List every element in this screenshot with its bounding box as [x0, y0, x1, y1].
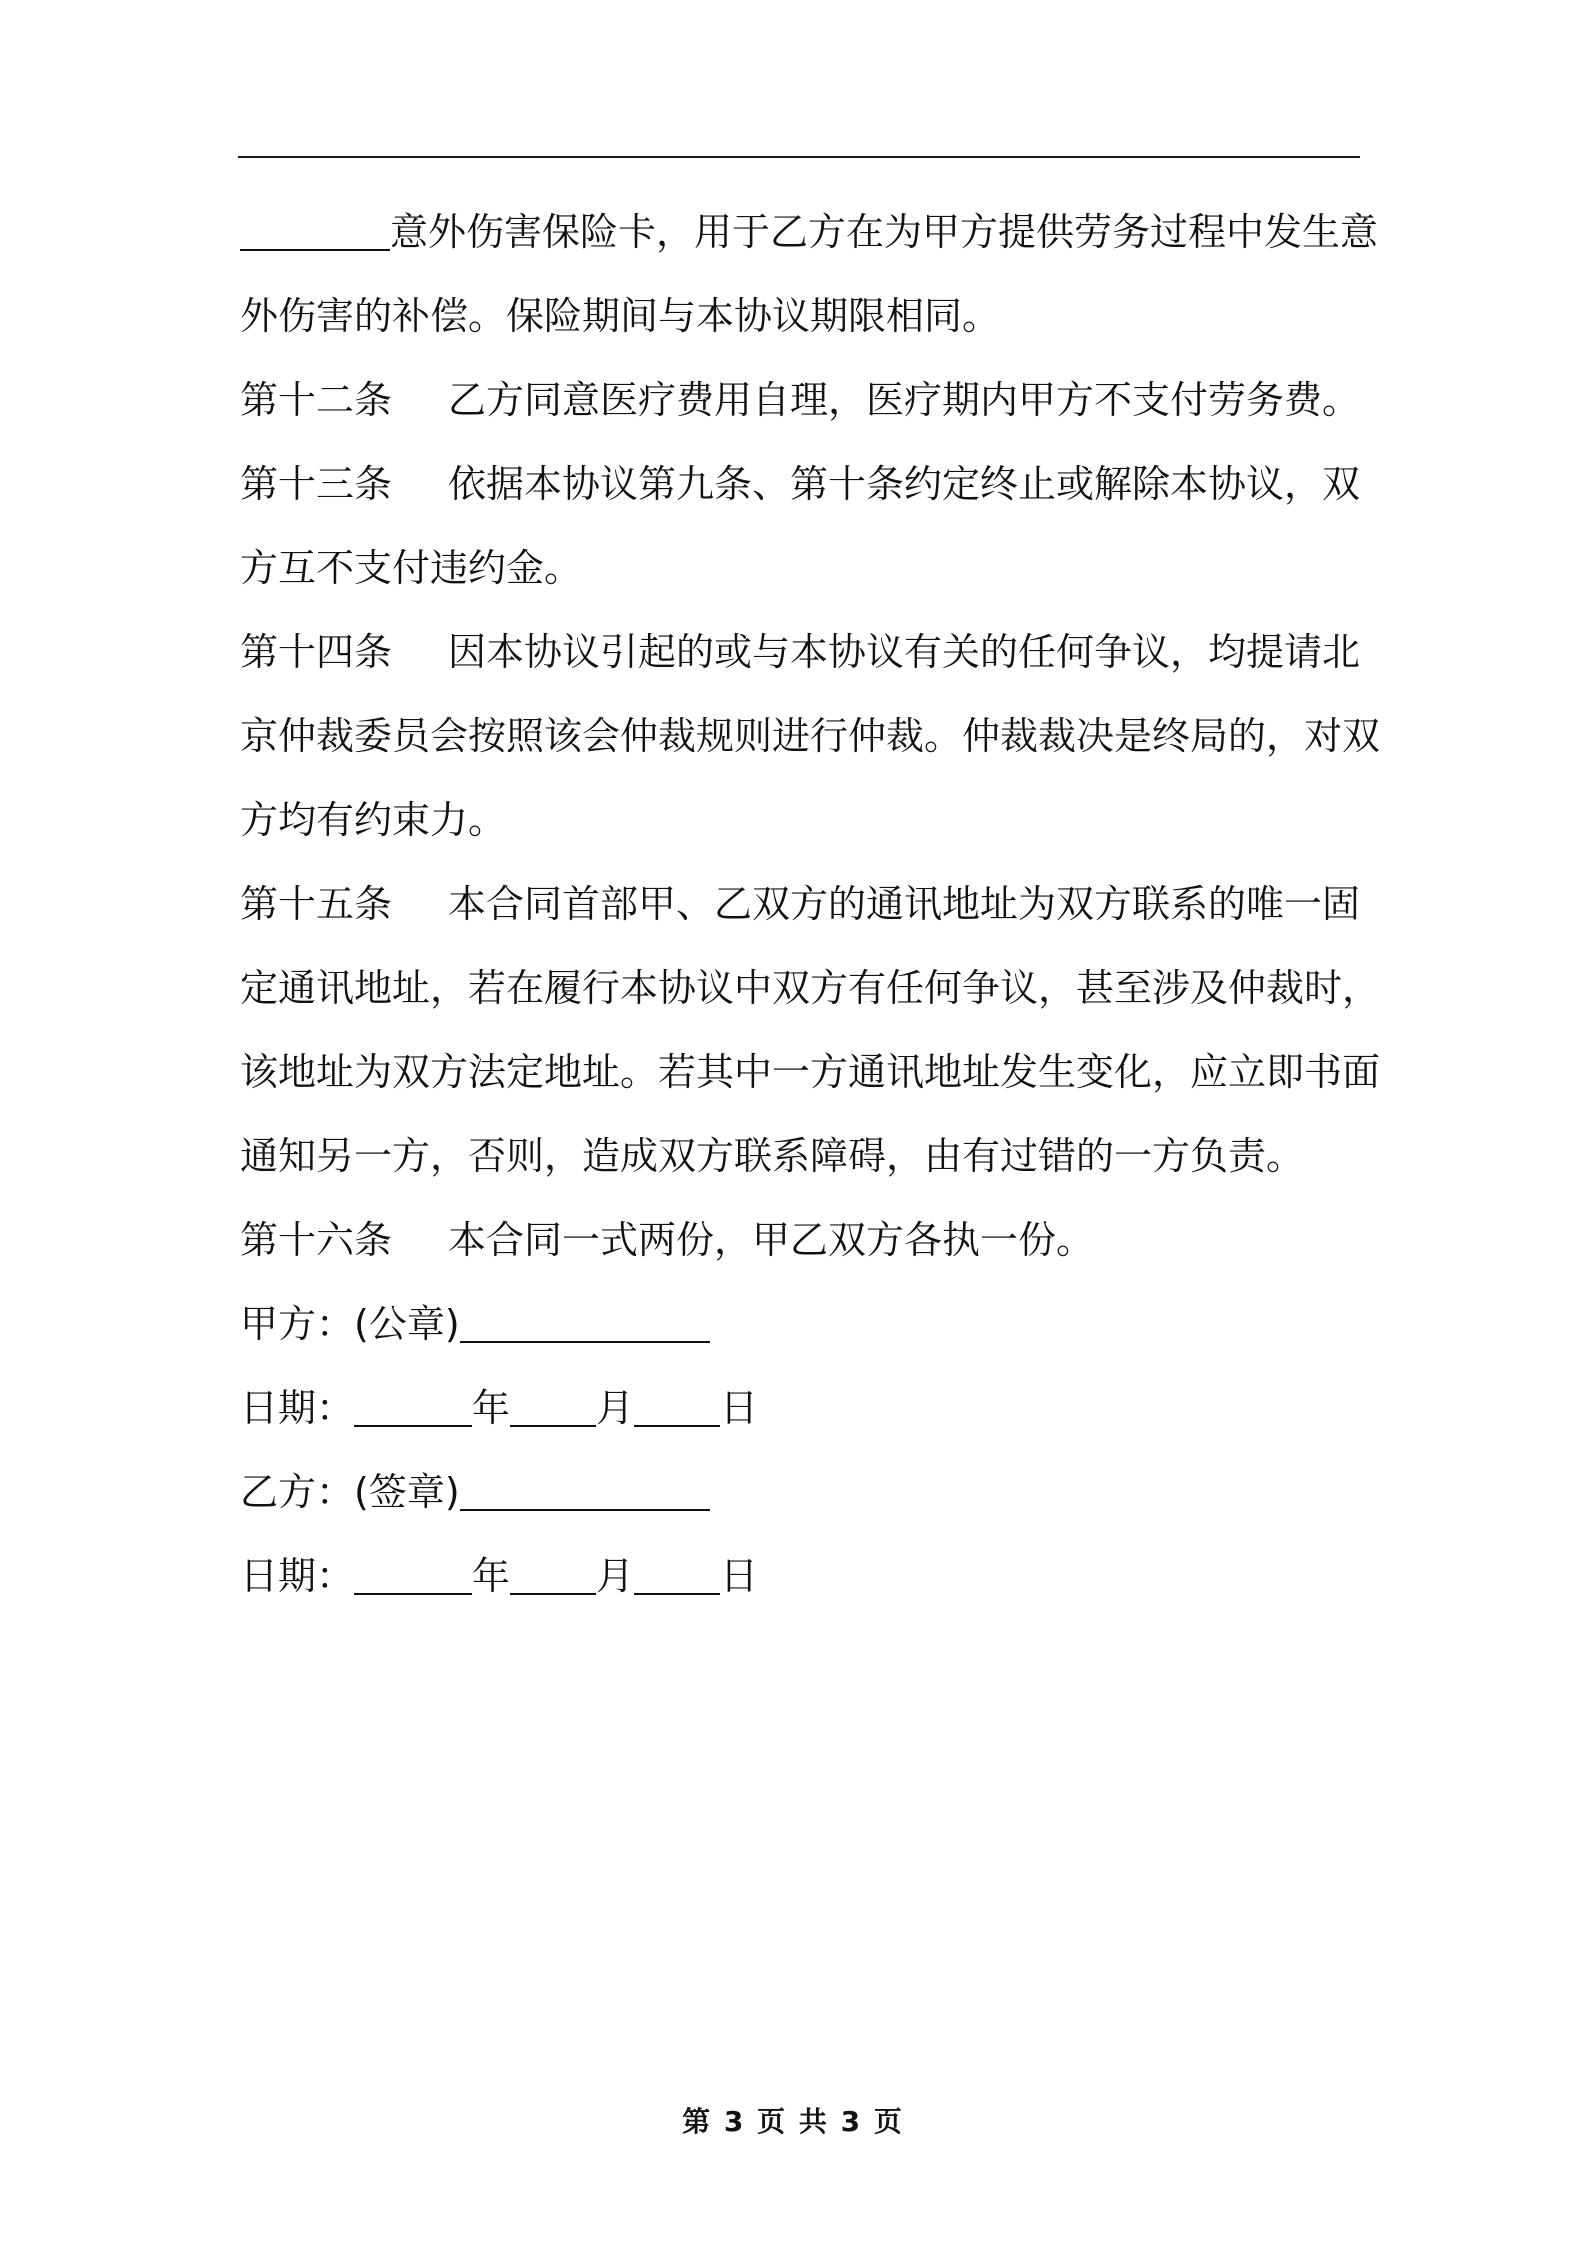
- line-text: 因本协议引起的或与本协议有关的任何争议，均提请北: [448, 630, 1361, 674]
- day-label: 日: [720, 1554, 759, 1598]
- text-line: [240, 442, 1361, 526]
- article-16: [240, 1198, 1358, 1282]
- text-line: 外伤害的补偿。保险期间与本协议期限相同。: [240, 294, 1001, 338]
- party-b-seal-line: [240, 1450, 1358, 1534]
- year-blank[interactable]: [354, 1555, 472, 1595]
- page-number-footer: 第 3 页 共 3 页: [682, 2105, 904, 2138]
- article-14: [240, 610, 1381, 862]
- text-line: [240, 190, 1379, 274]
- year-label: 年: [472, 1386, 511, 1430]
- party-b-label: 乙方：(签章): [240, 1470, 460, 1514]
- line-text: 意外伤害保险卡，用于乙方在为甲方提供劳务过程中发生意: [390, 210, 1379, 254]
- line-text: 乙方同意医疗费用自理，医疗期内甲方不支付劳务费。: [448, 378, 1361, 422]
- article-13: [240, 442, 1361, 610]
- day-blank[interactable]: [634, 1387, 720, 1427]
- article-number: 第十二条: [240, 378, 393, 422]
- text-line: 京仲裁委员会按照该会仲裁规则进行仲裁。仲裁裁决是终局的，对双: [240, 714, 1381, 758]
- text-line: 通知另一方，否则，造成双方联系障碍，由有过错的一方负责。: [240, 1134, 1305, 1178]
- month-label: 月: [596, 1554, 635, 1598]
- year-blank[interactable]: [354, 1387, 472, 1427]
- month-blank[interactable]: [510, 1555, 596, 1595]
- document-body: [240, 190, 1381, 1618]
- party-a-date-line: [240, 1366, 1358, 1450]
- line-text: 依据本协议第九条、第十条约定终止或解除本协议，双: [448, 462, 1361, 506]
- text-line: [240, 862, 1361, 946]
- article-number: 第十五条: [240, 882, 393, 926]
- year-label: 年: [472, 1554, 511, 1598]
- text-line: [240, 358, 1361, 442]
- party-a-label: 甲方：(公章): [240, 1302, 460, 1346]
- article-number: 第十三条: [240, 462, 393, 506]
- article-11-continuation: [240, 190, 1379, 358]
- text-line: [240, 610, 1361, 694]
- text-line: 方互不支付违约金。: [240, 546, 583, 590]
- text-line: 该地址为双方法定地址。若其中一方通讯地址发生变化，应立即书面: [240, 1050, 1381, 1094]
- article-15: [240, 862, 1381, 1198]
- line-text: 本合同一式两份，甲乙双方各执一份。: [448, 1218, 1095, 1262]
- party-a-seal-blank[interactable]: [460, 1303, 710, 1343]
- article-number: 第十四条: [240, 630, 393, 674]
- party-b-seal-blank[interactable]: [460, 1471, 710, 1511]
- line-text: 本合同首部甲、乙双方的通讯地址为双方联系的唯一固: [448, 882, 1361, 926]
- day-blank[interactable]: [634, 1555, 720, 1595]
- text-line: [240, 1198, 1358, 1282]
- article-number: 第十六条: [240, 1218, 393, 1262]
- text-line: 定通讯地址，若在履行本协议中双方有任何争议，甚至涉及仲裁时，: [240, 966, 1381, 1010]
- fill-blank[interactable]: [240, 211, 390, 251]
- month-label: 月: [596, 1386, 635, 1430]
- day-label: 日: [720, 1386, 759, 1430]
- text-line: 方均有约束力。: [240, 798, 507, 842]
- date-label: 日期：: [240, 1554, 355, 1598]
- date-label: 日期：: [240, 1386, 355, 1430]
- article-12: [240, 358, 1361, 442]
- party-a-seal-line: [240, 1282, 1358, 1366]
- header-rule: [238, 156, 1360, 158]
- party-b-date-line: [240, 1534, 1358, 1618]
- month-blank[interactable]: [510, 1387, 596, 1427]
